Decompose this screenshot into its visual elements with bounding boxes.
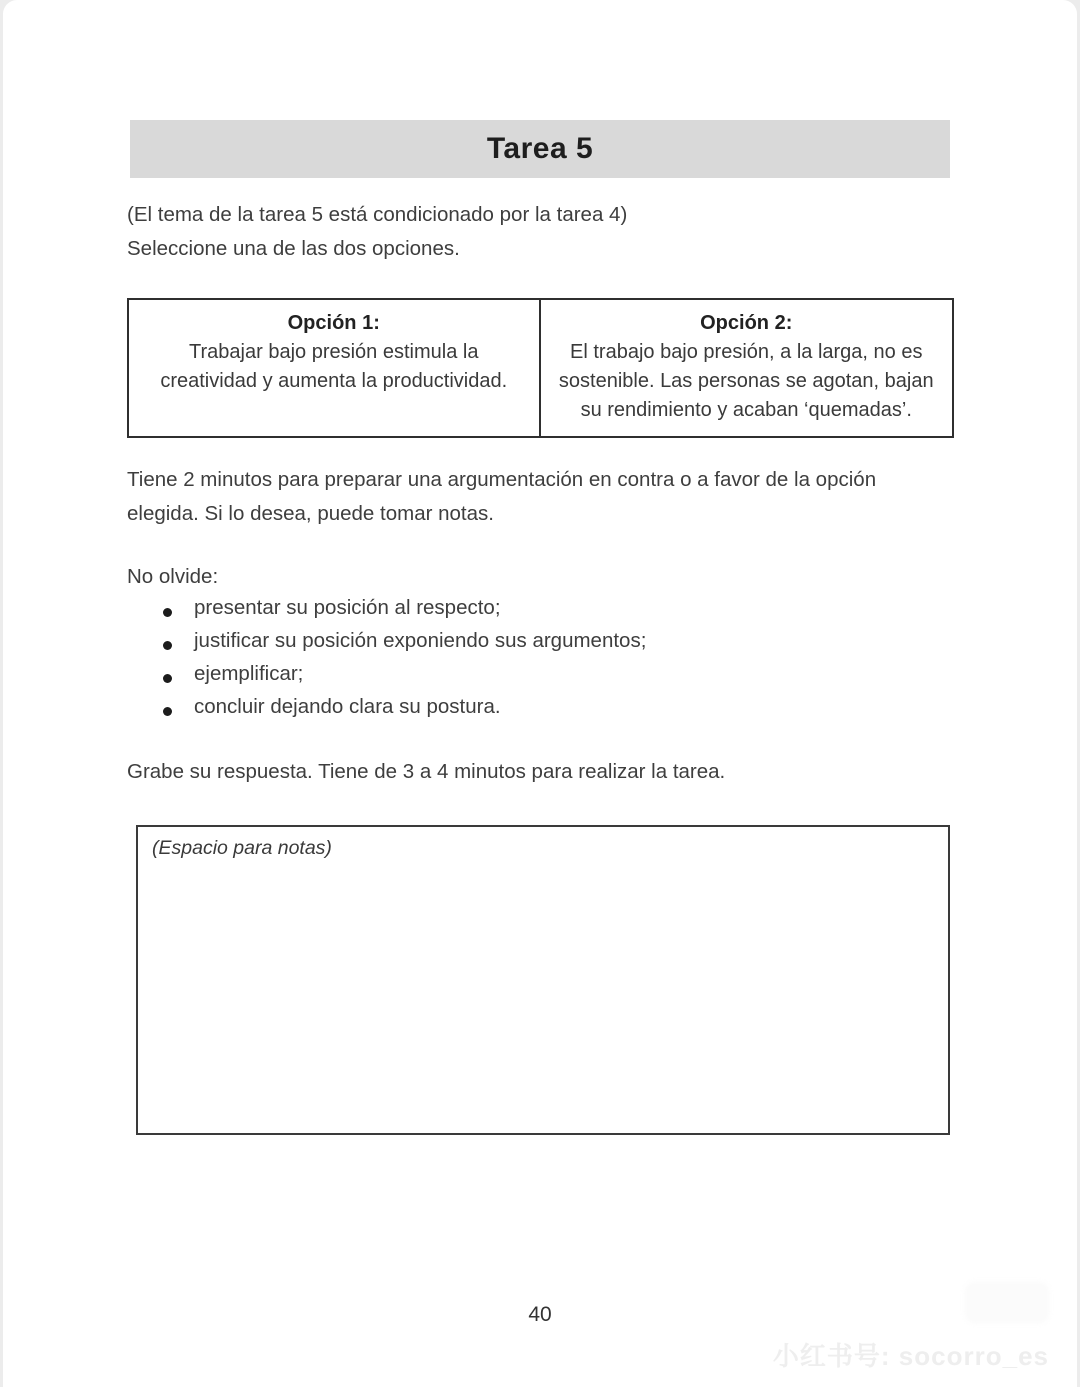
notes-label: (Espacio para notas) [152,837,332,859]
option-1-cell [129,300,541,436]
list-item [163,629,923,662]
option-2-cell [541,300,953,436]
option-1-header: Opción 1: [287,312,380,334]
watermark-text: 小红书号: socorro_es [772,1341,1049,1371]
list-item-text: justificar su posición exponiendo sus argumentos; [194,629,647,652]
options-table [127,298,954,438]
intro-line-2: Seleccione una de las dos opciones. [127,237,460,260]
recording-instructions: Grabe su respuesta. Tiene de 3 a 4 minutos para realizar la tarea. [127,760,726,783]
page-title: Tarea 5 [486,132,594,165]
reminder-label: No olvide: [127,565,219,588]
option-2-header: Opción 2: [700,312,793,334]
bullet-icon [163,608,172,617]
list-item-text: presentar su posición al respecto; [194,596,501,619]
page-number: 40 [528,1303,552,1326]
list-item-text: concluir dejando clara su postura. [194,695,501,718]
watermark-highlight-box [967,1284,1047,1321]
list-item-text: ejemplificar; [194,662,304,685]
bullet-icon [163,707,172,716]
list-item [163,695,923,728]
notes-area [136,825,950,1135]
option-2-text: El trabajo bajo presión, a la larga, no es sostenible. Las personas se agotan, bajan su rendimiento y acaban ‘quemadas’. [558,341,934,421]
bullet-icon [163,674,172,683]
option-1-text: Trabajar bajo presión estimula la creatividad y aumenta la productividad. [160,341,508,392]
bullet-icon [163,641,172,650]
task-title-bar [130,120,950,178]
preparation-instructions: Tiene 2 minutos para preparar una argumentación en contra o a favor de la opción elegida. Si lo desea, puede tomar notas. [127,468,877,525]
reminder-list [163,596,923,728]
intro-line-1: (El tema de la tarea 5 está condicionado por la tarea 4) [127,203,628,226]
list-item [163,596,923,629]
list-item [163,662,923,695]
document-page [3,0,1077,1387]
intro-paragraph [127,198,957,266]
